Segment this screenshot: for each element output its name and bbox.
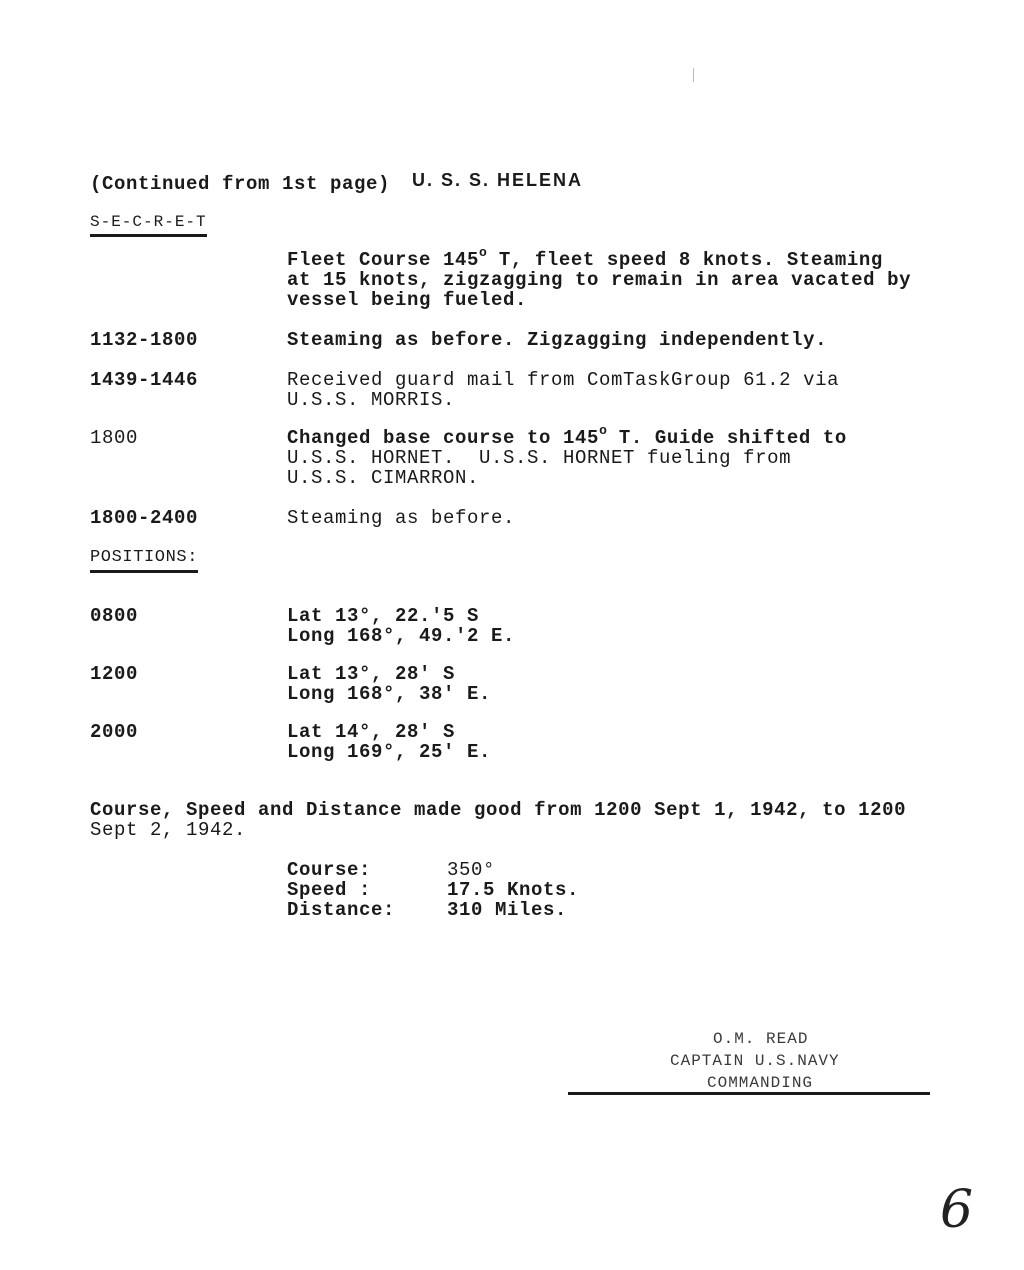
entry-line: U.S.S. MORRIS. [287, 389, 456, 411]
position-time: 0800 [90, 605, 139, 627]
position-time: 1200 [90, 663, 139, 685]
continued-note: (Continued from 1st page) [90, 173, 391, 195]
entry-line: Steaming as before. Zigzagging independently. [287, 329, 828, 351]
classification: S-E-C-R-E-T [90, 212, 207, 237]
summary-line: Course, Speed and Distance made good from 1200 Sept 1, 1942, to 1200 [90, 799, 907, 821]
signature-line [568, 1092, 930, 1095]
positions-heading: POSITIONS: [90, 548, 198, 573]
position-long: Long 169°, 25' E. [287, 741, 492, 763]
speed-label: Speed : [287, 879, 372, 901]
entry-line: Received guard mail from ComTaskGroup 61.2 via [287, 369, 840, 391]
course-label: Course: [287, 859, 372, 881]
entry-time: 1800 [90, 427, 139, 449]
summary-line: Sept 2, 1942. [90, 819, 247, 841]
position-lat: Lat 13°, 22.'5 S [287, 605, 480, 627]
page-number: 6 [940, 1180, 974, 1240]
ship-name: U. S. S. HELENA [412, 170, 584, 190]
entry-time: 1800-2400 [90, 507, 199, 529]
distance-label: Distance: [287, 899, 396, 921]
entry-line: Steaming as before. [287, 507, 516, 529]
entry-line: Changed base course to 145$^o$ T. Guide shifted to [287, 423, 847, 449]
entry-time: 1132-1800 [90, 329, 199, 351]
entry-line: U.S.S. HORNET. U.S.S. HORNET fueling from [287, 447, 792, 469]
position-time: 2000 [90, 721, 139, 743]
entry-line: U.S.S. CIMARRON. [287, 467, 480, 489]
signature-name: O.M. READ [713, 1030, 809, 1048]
entry-line: vessel being fueled. [287, 289, 528, 311]
entry-line: at 15 knots, zigzagging to remain in area vacated by [287, 269, 912, 291]
course-value: 350° [447, 859, 496, 881]
scan-mark [693, 68, 694, 82]
position-long: Long 168°, 49.'2 E. [287, 625, 516, 647]
position-long: Long 168°, 38' E. [287, 683, 492, 705]
signature-title: COMMANDING [707, 1074, 814, 1092]
entry-time: 1439-1446 [90, 369, 199, 391]
signature-rank: CAPTAIN U.S.NAVY [670, 1052, 840, 1070]
speed-value: 17.5 Knots. [447, 879, 580, 901]
entry-line: Fleet Course 145$^o$ T, fleet speed 8 knots. Steaming [287, 245, 883, 271]
distance-value: 310 Miles. [447, 899, 568, 921]
position-lat: Lat 14°, 28' S [287, 721, 456, 743]
position-lat: Lat 13°, 28' S [287, 663, 456, 685]
